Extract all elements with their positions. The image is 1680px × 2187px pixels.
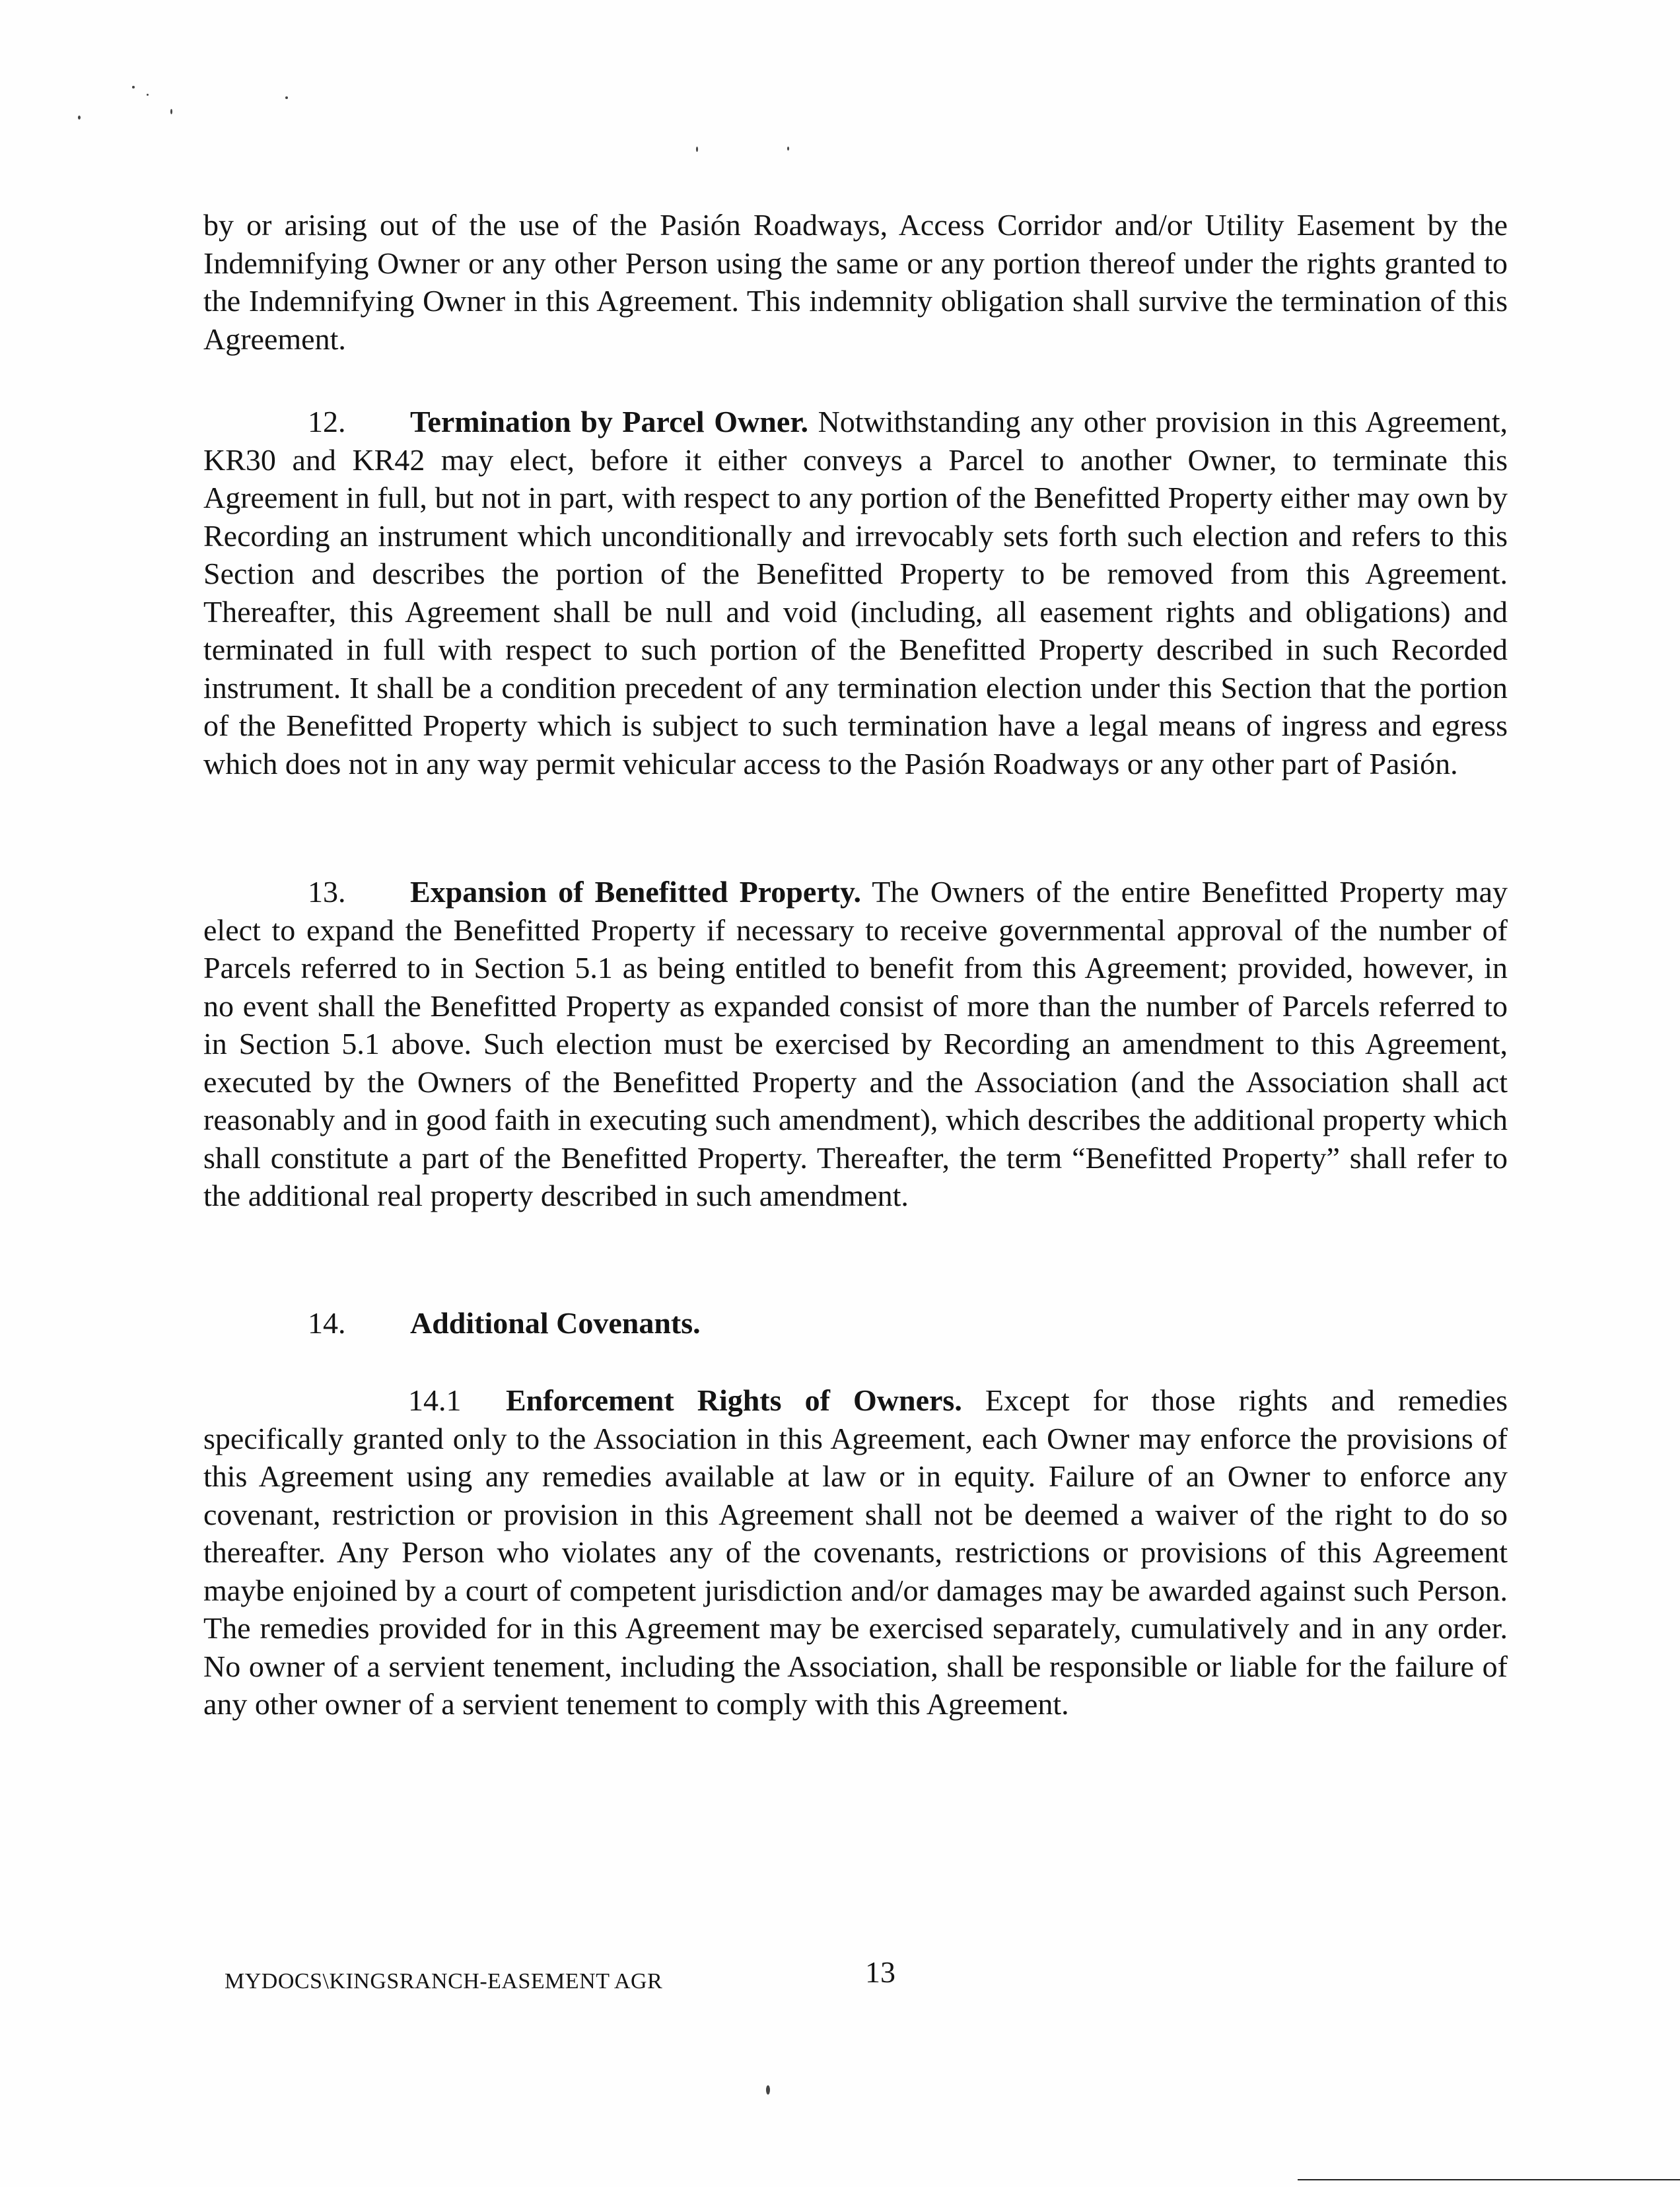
scan-speck [285,96,288,99]
section-13-paragraph [203,873,1508,1215]
section-14-heading: Additional Covenants. [410,1306,701,1340]
scan-speck [696,147,698,152]
section-13-heading: Expansion of Benefitted Property. [410,875,861,909]
section-12-heading: Termination by Parcel Owner. [410,405,808,438]
section-14-1-text: Except for those rights and remedies specifically granted only to the Association in this Agreement, each Owner may enforce the provisions of this Agreement using any remedies available at law or in equity. Failure of an Owner to enforce any covenant, restriction or provision in this Agreement shall not be deemed a waiver of the right to do so thereafter. Any Person who violates any of the covenants, restrictions or provisions of this Agreement maybe enjoined by a court of competent jurisdiction and/or damages may be awarded against such Person. The remedies provided for in this Agreement may be exercised separately, cumulatively and in any order. No owner of a servient tenement, including the Association, shall be responsible or liable for the failure of any other owner of a servient tenement to comply with this Agreement. [203,1383,1508,1721]
section-13-text: The Owners of the entire Benefitted Property may elect to expand the Benefitted Property if necessary to receive governmental approval of the number of Parcels referred to in Section 5.1 as being entitled to benefit from this Agreement; provided, however, in no event shall the Benefitted Property as expanded consist of more than the number of Parcels referred to in Section 5.1 above. Such election must be exercised by Recording an amendment to this Agreement, executed by the Owners of the Benefitted Property and the Association (and the Association shall act reasonably and in good faith in executing such amendment), which describes the additional property which shall constitute a part of the Benefitted Property. Thereafter, the term “Benefitted Property” shall refer to the additional real property described in such amendment. [203,875,1508,1212]
section-14-1-paragraph [203,1381,1508,1723]
scan-speck [170,109,172,114]
section-12-text: Notwithstanding any other provision in this Agreement, KR30 and KR42 may elect, before it either conveys a Parcel to another Owner, to terminate this Agreement in full, but not in part, with respect to any portion of the Benefitted Property either may own by Recording an instrument which unconditionally and irrevocably sets forth such election and refers to this Section and describes the portion of the Benefitted Property to be removed from this Agreement. Thereafter, this Agreement shall be null and void (including, all easement rights and obligations) and terminated in full with respect to such portion of the Benefitted Property described in such Recorded instrument. It shall be a condition precedent of any termination election under this Section that the portion of the Benefitted Property which is subject to such termination have a legal means of ingress and egress which does not in any way permit vehicular access to the Pasión Roadways or any other part of Pasión. [203,405,1508,781]
section-12-number: 12. [308,405,346,438]
section-14-paragraph [203,1304,1508,1342]
scan-speck [787,147,789,151]
scan-speck [78,116,81,120]
section-14-number: 14. [308,1306,346,1340]
section-14-1-number: 14.1 [408,1383,462,1417]
scan-speck [766,2085,770,2095]
scan-speck [132,86,135,88]
scan-edge-line [1298,2179,1680,2180]
footer-file-path: MYDOCS\KINGSRANCH-EASEMENT AGR [225,1969,663,1994]
page-number: 13 [865,1955,895,1989]
section-13-number: 13. [308,875,346,909]
section-14-1-heading: Enforcement Rights of Owners. [506,1383,962,1417]
scan-speck [147,94,149,96]
intro-paragraph: by or arising out of the use of the Pasión Roadways, Access Corridor and/or Utility Easement by the Indemnifying Owner or any other Person using the same or any portion thereof under the rights granted to the Indemnifying Owner in this Agreement. This indemnity obligation shall survive the termination of this Agreement. [203,208,1508,356]
section-12-paragraph [203,403,1508,782]
